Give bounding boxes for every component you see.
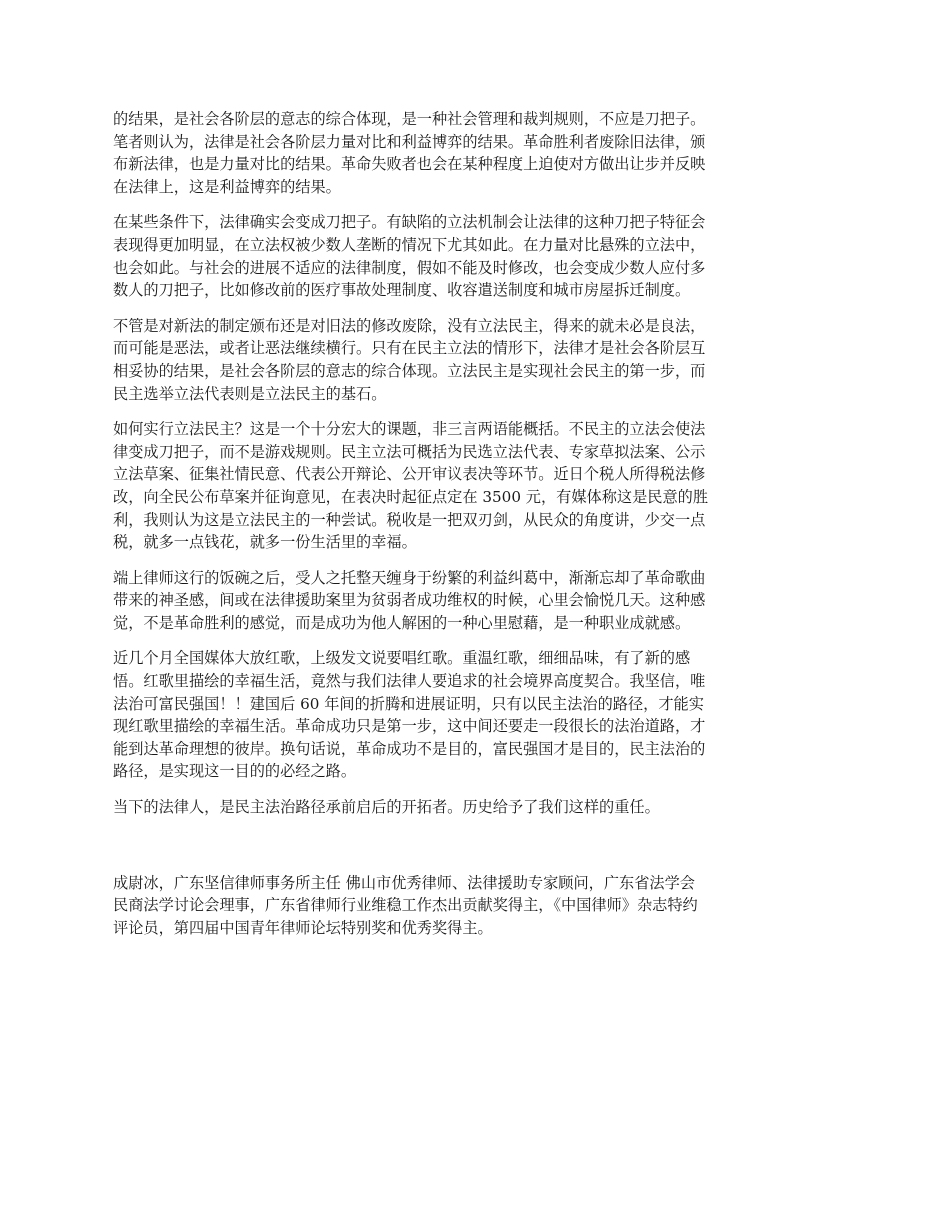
paragraph-7: 当下的法律人，是民主法治路径承前启后的开拓者。历史给予了我们这样的重任。 — [113, 798, 660, 817]
paragraph-6: 近几个月全国媒体大放红歌，上级发文说要唱红歌。重温红歌，细细品味，有了新的感 悟。红歌里描绘的幸福生活，竟然与我们法律人要追求的社会境界高度契合。我坚信，唯 法治可富民强国！！建国后 60 年间的折腾和进展证明，只有以民主法治的路径，才能实 现红歌里描绘的幸福生活。革命成功只是第一步，这中间还要走一段很长的法治道路，才 能到达革命理想的彼岸。换句话说，革命成功不是目的，富民强国才是目的，民主法治的 路径，是实现这一目的的必经之路。 — [113, 649, 706, 781]
article-body — [113, 108, 841, 939]
paragraph-4: 如何实行立法民主？这是一个十分宏大的课题，非三言两语能概括。不民主的立法会使法 律变成刀把子，而不是游戏规则。民主立法可概括为民选立法代表、专家草拟法案、公示 立法草案、征集社情民意、代表公开辩论、公开审议表决等环节。近日个税人所得税法修 改，向全民公布草案并征询意见，在表决时起征点定在 3500 元，有媒体称这是民意的胜 利，我则认为这是立法民主的一种尝试。税收是一把双刃剑，从民众的角度讲，少交一点 税，就多一点钱花，就多一份生活里的幸福。 — [113, 420, 709, 552]
paragraph-5: 端上律师这行的饭碗之后，受人之托整天缠身于纷繁的利益纠葛中，渐渐忘却了革命歌曲 带来的神圣感，间或在法律援助案里为贫弱者成功维权的时候，心里会愉悦几天。这种感 觉，不是革命胜利的感觉，而是成功为他人解困的一种心里慰藉，是一种职业成就感。 — [113, 568, 706, 632]
paragraph-3: 不管是对新法的制定颁布还是对旧法的修改废除，没有立法民主，得来的就未必是良法， 而可能是恶法，或者让恶法继续横行。只有在民主立法的情形下，法律才是社会各阶层互 相妥协的结果，是社会各阶层的意志的综合体现。立法民主是实现社会民主的第一步，而 民主选举立法代表则是立法民主的基石。 — [113, 316, 706, 403]
paragraph-1: 的结果，是社会各阶层的意志的综合体现，是一种社会管理和裁判规则，不应是刀把子。 笔者则认为，法律是社会各阶层力量对比和利益博弈的结果。革命胜利者废除旧法律，颁 布新法律，也是力量对比的结果。革命失败者也会在某种程度上迫使对方做出让步并反映 在法律上，这是利益博弈的结果。 — [113, 110, 706, 196]
paragraph-2: 在某些条件下，法律确实会变成刀把子。有缺陷的立法机制会让法律的这种刀把子特征会 表现得更加明显，在立法权被少数人垄断的情况下尤其如此。在力量对比悬殊的立法中， 也会如此。与社会的进展不适应的法律制度，假如不能及时修改，也会变成少数人应付多 数人的刀把子，比如修改前的医疗事故处理制度、收容遣送制度和城市房屋拆迁制度。 — [113, 213, 706, 300]
author-bio: 成尉冰，广东坚信律师事务所主任 佛山市优秀律师、法律援助专家顾问，广东省法学会 民商法学讨论会理事，广东省律师行业维稳工作杰出贡献奖得主，《中国律师》杂志特约 评论员，第四届中国青年律师论坛特别奖和优秀奖得主。 — [113, 873, 698, 937]
section-spacer — [113, 832, 841, 872]
